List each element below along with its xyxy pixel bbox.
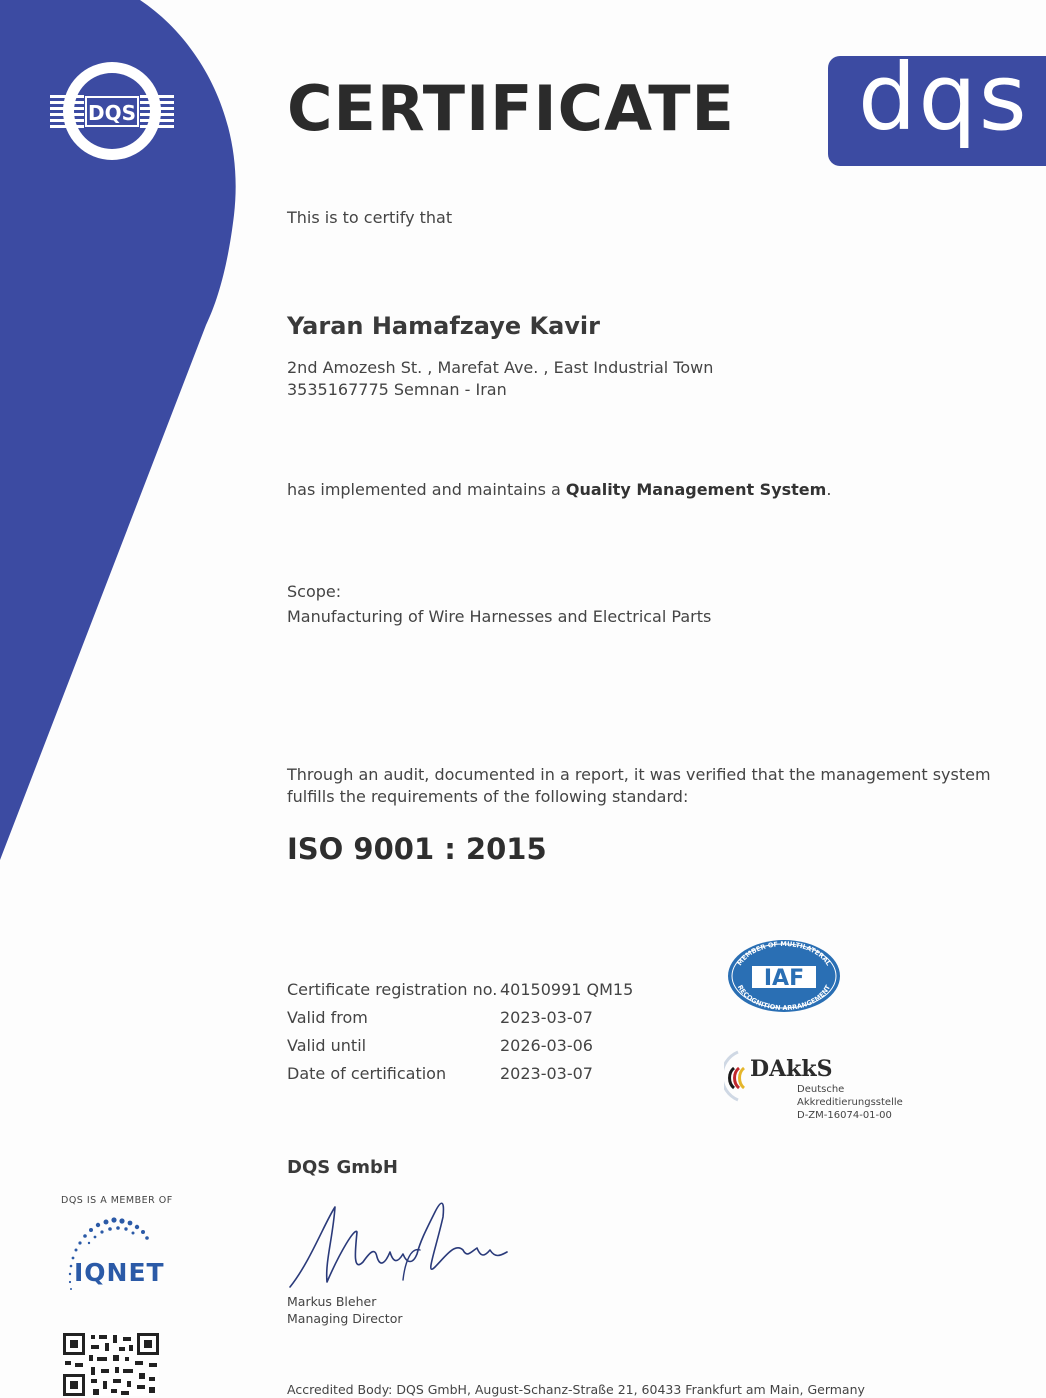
qr-code-icon xyxy=(63,1333,159,1396)
implementation-statement xyxy=(287,479,831,501)
signatory-org: DQS GmbH xyxy=(287,1157,398,1178)
signatory-role: Managing Director xyxy=(287,1311,403,1326)
signatory-name: Markus Bleher xyxy=(287,1294,377,1309)
registration-value: 2026-03-06 xyxy=(500,1036,593,1055)
company-name: Yaran Hamafzaye Kavir xyxy=(287,312,600,340)
dakks-line-2: Akkreditierungsstelle xyxy=(797,1097,903,1108)
accredited-body-footer: Accredited Body: DQS GmbH, August-Schanz-Straße 21, 60433 Frankfurt am Main, Germany xyxy=(287,1382,865,1397)
registration-label: Valid until xyxy=(287,1036,367,1055)
iaf-center-text: IAF xyxy=(763,966,805,991)
statement-prefix: has implemented and maintains a xyxy=(287,480,566,499)
certificate-title: CERTIFICATE xyxy=(287,72,735,145)
certify-intro: This is to certify that xyxy=(287,208,453,227)
registration-label: Date of certification xyxy=(287,1064,447,1083)
registration-label: Certificate registration no. xyxy=(287,980,498,999)
registration-value: 2023-03-07 xyxy=(500,1008,593,1027)
seal-text: DQS xyxy=(87,101,137,125)
registration-value: 40150991 QM15 xyxy=(500,980,634,999)
dakks-arcs-icon xyxy=(724,1046,752,1106)
dqs-brand-logo: dqs xyxy=(858,44,1029,151)
address-line-1: 2nd Amozesh St. , Marefat Ave. , East Industrial Town xyxy=(287,358,714,377)
dqs-seal-logo xyxy=(46,57,178,165)
dakks-line-1: Deutsche xyxy=(797,1084,845,1095)
registration-value: 2023-03-07 xyxy=(500,1064,593,1083)
audit-line-2: fulfills the requirements of the following standard: xyxy=(287,787,689,806)
iqnet-logo: IQNET xyxy=(74,1258,165,1287)
audit-line-1: Through an audit, documented in a report, it was verified that the management system xyxy=(287,765,991,784)
iaf-badge xyxy=(724,938,844,1014)
address-line-2: 3535167775 Semnan - Iran xyxy=(287,380,507,399)
blue-side-band xyxy=(0,0,260,1396)
signature-icon xyxy=(285,1192,520,1294)
iso-standard: ISO 9001 : 2015 xyxy=(287,832,547,866)
dakks-name: DAkkS xyxy=(750,1056,833,1082)
scope-label: Scope: xyxy=(287,582,342,601)
scope-text: Manufacturing of Wire Harnesses and Electrical Parts xyxy=(287,607,712,626)
dakks-mark xyxy=(724,1038,924,1128)
system-name: Quality Management System xyxy=(565,480,827,499)
iaf-arc-top: MEMBER OF MULTILATERAL xyxy=(735,939,833,968)
iaf-arc-bottom: RECOGNITION ARRANGEMENT xyxy=(735,983,833,1013)
registration-label: Valid from xyxy=(287,1008,368,1027)
member-label: DQS IS A MEMBER OF xyxy=(61,1195,173,1206)
statement-suffix: . xyxy=(826,480,832,499)
dakks-line-3: D-ZM-16074-01-00 xyxy=(797,1110,892,1121)
